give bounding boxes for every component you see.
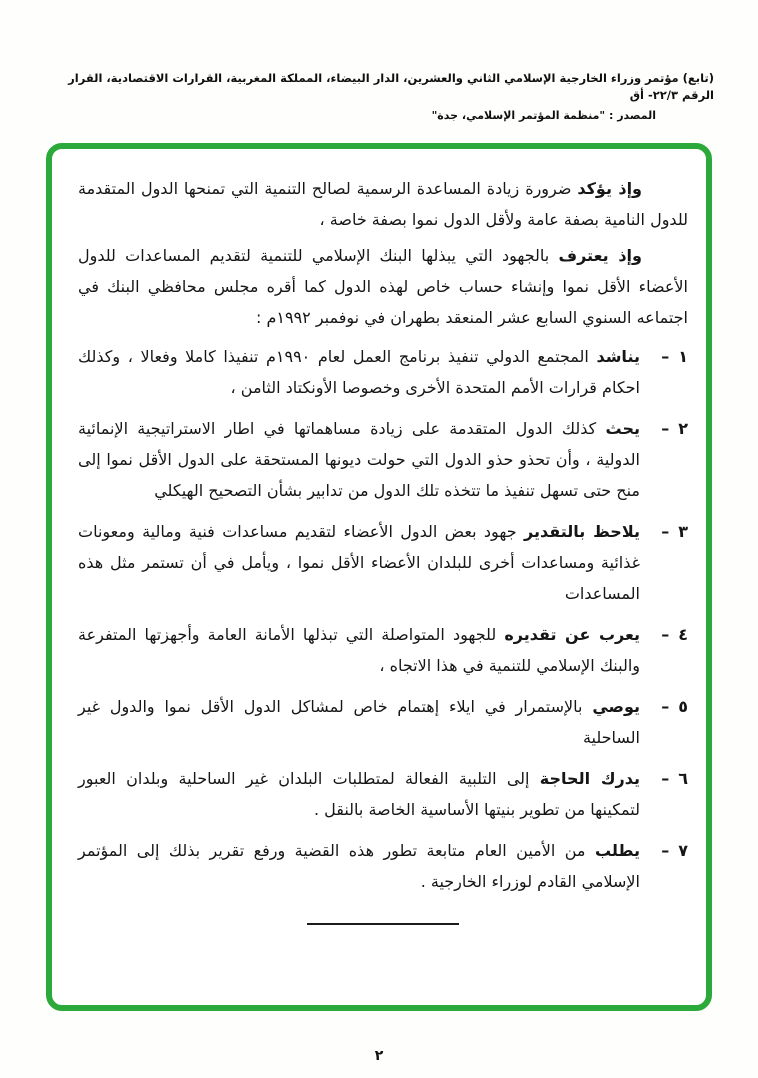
item-text: يناشد المجتمع الدولي تنفيذ برنامج العمل لعام ١٩٩٠م تنفيذا كاملا وفعالا ، وكذلك احكام قرارات الأمم المتحدة الأخرى وخصوصا الأونكتاد الثامن ، [78, 347, 640, 397]
item-text: يحث كذلك الدول المتقدمة على زيادة مساهماتها في اطار الاستراتيجية الإنمائية الدولية ، وأن تحذو حذو الدول التي حولت ديونها المستحقة على الدول الأقل نموا إلى منح حتى تسهل تنفيذ ما تتخذه تلك الدول من تدابير بشأن التصحيح الهيكلي [78, 419, 640, 500]
item-dash: – [661, 841, 670, 860]
header-citation-line: (تابع) مؤتمر وزراء الخارجية الإسلامي الثاني والعشرين، الدار البيضاء، المملكة المغربية، القرارات الاقتصادية، القرار الرقم ٢٢/٣- أق [68, 71, 714, 102]
item-lead: يطلب [594, 841, 640, 860]
item-number: ٦– [661, 769, 688, 788]
resolution-item-7 [78, 835, 688, 897]
item-dash: – [661, 347, 670, 366]
divider-line [307, 923, 459, 925]
item-lead: يلاحظ بالتقدير [524, 522, 640, 541]
item-lead: يناشد [596, 347, 640, 366]
item-dash: – [661, 419, 670, 438]
preamble-paragraph-2 [78, 240, 688, 333]
paragraph-text: بالجهود التي يبذلها البنك الإسلامي للتنمية لتقديم المساعدات للدول الأعضاء الأقل نموا وإنشاء حساب خاص لهذه الدول كما أقره مجلس محافظي البنك في اجتماعه السنوي السابع عشر المنعقد بطهران في نوفمبر ١٩٩٢م : [78, 246, 688, 327]
item-lead: يدرك الحاجة [539, 769, 640, 788]
item-dash: – [661, 522, 670, 541]
item-lead: يوصي [592, 697, 640, 716]
item-number: ١– [661, 347, 688, 366]
item-dash: – [661, 625, 670, 644]
resolution-item-list [78, 341, 688, 897]
resolution-item-3 [78, 516, 688, 609]
item-dash: – [661, 769, 670, 788]
item-text: يلاحظ بالتقدير جهود بعض الدول الأعضاء لتقديم مساعدات فنية ومالية ومعونات غذائية ومساعدات أخرى للبلدان الأعضاء الأقل نموا ، ويأمل في أن تستمر مثل هذه المساعدات [78, 522, 640, 603]
item-number: ٥– [661, 697, 688, 716]
resolution-item-1 [78, 341, 688, 403]
preamble-paragraph-1 [78, 173, 688, 235]
green-frame [46, 143, 712, 1011]
resolution-item-6 [78, 763, 688, 825]
item-text: يطلب من الأمين العام متابعة تطور هذه القضية ورفع تقرير بذلك إلى المؤتمر الإسلامي القادم لوزراء الخارجية . [78, 841, 640, 891]
paragraph-lead: وإذ يعترف [558, 246, 642, 265]
item-text: يدرك الحاجة إلى التلبية الفعالة لمتطلبات البلدان غير الساحلية وبلدان العبور لتمكينها من تطوير بنيتها الأساسية الخاصة بالنقل . [78, 769, 640, 819]
header-source-line: المصدر : "منظمة المؤتمر الإسلامي، جدة" [431, 109, 656, 122]
item-text: يعرب عن تقديره للجهود المتواصلة التي تبذلها الأمانة العامة وأجهزتها المتفرعة والبنك الإسلامي للتنمية في هذا الاتجاه ، [78, 625, 641, 675]
item-number: ٣– [661, 522, 688, 541]
paragraph-text: ضرورة زيادة المساعدة الرسمية لصالح التنمية التي تمنحها الدول المتقدمة للدول النامية بصفة عامة ولأقل الدول نموا بصفة خاصة ، [78, 179, 688, 229]
document-header [40, 70, 714, 122]
paragraph-lead: وإذ يؤكد [577, 179, 642, 198]
item-text: يوصي بالإستمرار في ايلاء إهتمام خاص لمشاكل الدول الأقل نموا والدول غير الساحلية [78, 697, 640, 747]
resolution-item-4 [78, 619, 688, 681]
resolution-item-5 [78, 691, 688, 753]
item-lead: يحث [605, 419, 640, 438]
item-lead: يعرب عن تقديره [504, 625, 641, 644]
item-number: ٧– [661, 841, 688, 860]
resolution-item-2 [78, 413, 688, 506]
item-dash: – [661, 697, 670, 716]
item-number: ٤– [661, 625, 688, 644]
item-number: ٢– [661, 419, 688, 438]
page-number: ٢ [374, 1048, 384, 1064]
resolution-body [52, 149, 706, 925]
